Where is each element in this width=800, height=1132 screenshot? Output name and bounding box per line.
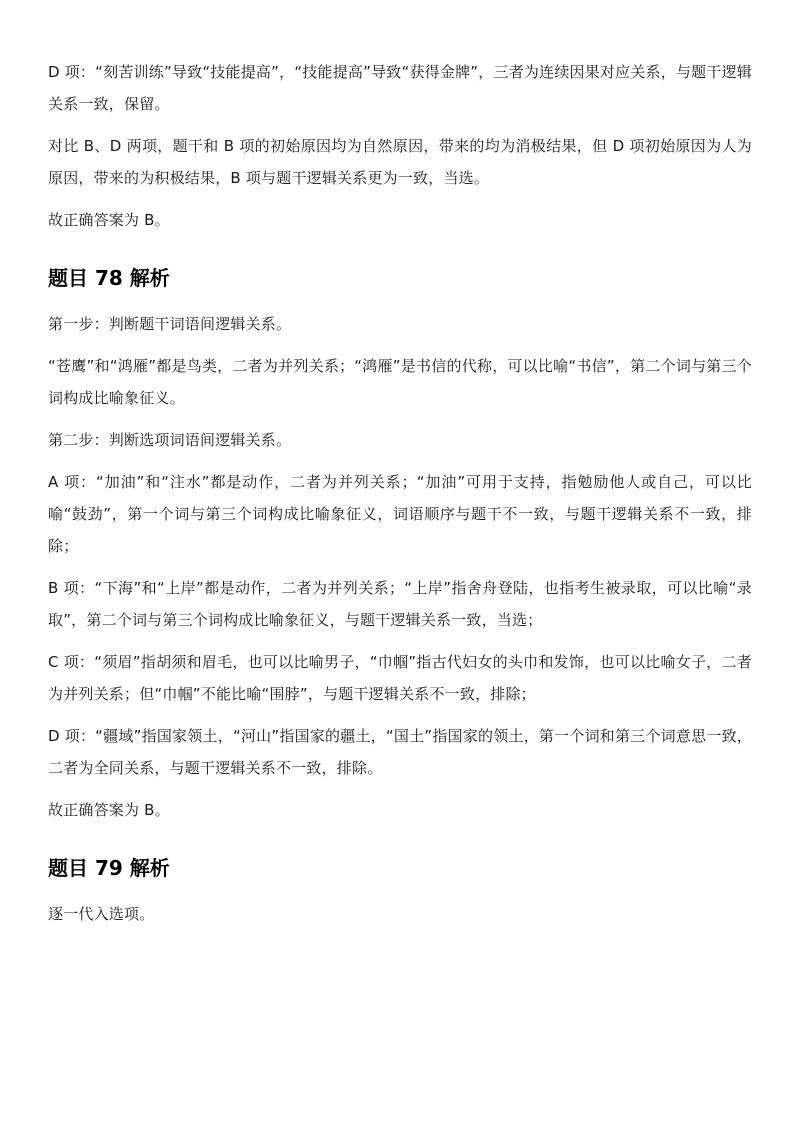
- paragraph: B 项：“下海”和“上岸”都是动作，二者为并列关系；“上岸”指舍舟登陆，也指考生被录取，可以比喻“录取”，第二个词与第三个词构成比喻象征义，与题干逻辑关系一致，当选；: [48, 579, 752, 629]
- paragraph: A 项：“加油”和“注水”都是动作，二者为并列关系；“加油”可用于支持，指勉励他人或自己，可以比喻“鼓劲”，第一个词与第三个词构成比喻象征义，词语顺序与题干不一致，与题干逻辑关系不一致，排除；: [48, 473, 752, 555]
- section-question-78: [48, 258, 752, 826]
- paragraph: C 项：“须眉”指胡须和眉毛，也可以比喻男子，“巾帼”指古代妇女的头巾和发饰，也可以比喻女子，二者为并列关系；但“巾帼”不能比喻“围脖”，与题干逻辑关系不一致，排除；: [48, 653, 752, 703]
- paragraph: 第二步：判断选项词语间逻辑关系。: [48, 431, 292, 449]
- document-page: [48, 56, 752, 940]
- paragraph: 故正确答案为 B。: [48, 801, 170, 819]
- section-question-79: [48, 848, 752, 930]
- section-heading: 题目 78 解析: [48, 266, 170, 290]
- paragraph: D 项：“疆域”指国家领土，“河山”指国家的疆土，“国土”指国家的领土，第一个词和第三个词意思一致，二者为全同关系，与题干逻辑关系不一致，排除。: [48, 727, 752, 777]
- section-heading: 题目 79 解析: [48, 856, 170, 880]
- paragraph: 逐一代入选项。: [48, 905, 155, 923]
- paragraph: 故正确答案为 B。: [48, 211, 170, 229]
- paragraph: 对比 B、D 两项，题干和 B 项的初始原因均为自然原因，带来的均为消极结果，但 D 项初始原因为人为原因，带来的为积极结果，B 项与题干逻辑关系更为一致，当选。: [48, 137, 752, 187]
- paragraph: D 项：“刻苦训练”导致“技能提高”，“技能提高”导致“获得金牌”，三者为连续因果对应关系，与题干逻辑关系一致，保留。: [48, 63, 752, 113]
- paragraph: 第一步：判断题干词语间逻辑关系。: [48, 315, 292, 333]
- paragraph: “苍鹰”和“鸿雁”都是鸟类，二者为并列关系；“鸿雁”是书信的代称，可以比喻“书信”，第二个词与第三个词构成比喻象征义。: [48, 357, 752, 407]
- intro-block: [48, 56, 752, 236]
